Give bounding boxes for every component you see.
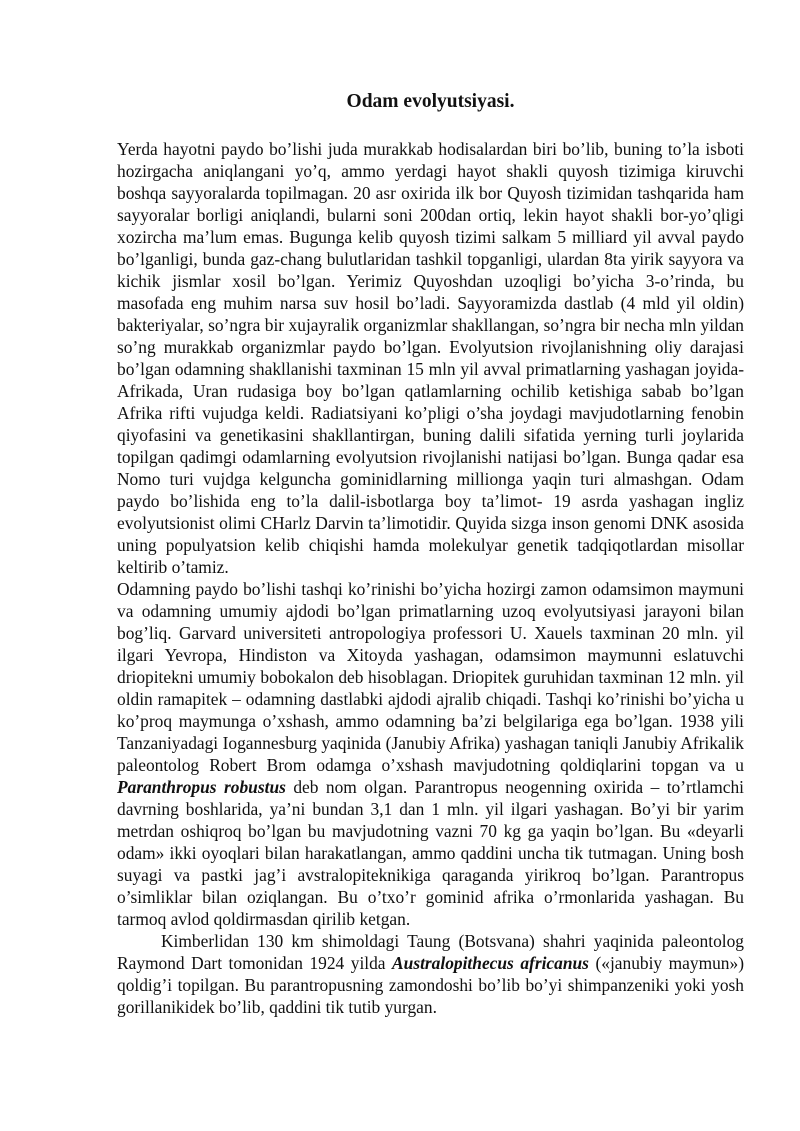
paragraph-1-text: Yerda hayotni paydo bo’lishi juda murakkab hodisalardan biri bo’lib, buning to’la isboti hozirgacha aniqlangani yo’q, ammo yerdagi hayot shakli quyosh tizimiga kiruvchi boshqa sayyoralarda topilmagan. 20 asr oxirida ilk bor Quyosh tizimidan tashqarida ham sayyoralar borligi aniqlandi, bularni soni 200dan ortiq, lekin hayot shakli bor-yo’qligi xozircha ma’lum emas. Bugunga kelib quyosh tizimi salkam 5 milliard yil avval paydo bo’lganligi, bunda gaz-chang bulutlaridan tashkil topganligi, ulardan 8ta yirik sayyora va kichik jismlar xosil bo’lgan. Yerimiz Quyoshdan uzoqligi bo’yicha 3-o’rinda, bu masofada eng muhim narsa suv hosil bo’ladi. Sayyoramizda dastlab (4 mld yil oldin) bakteriyalar, so’ngra bir xujayralik organizmlar shakllangan, so’ngra bir necha mln yildan so’ng murakkab organizmlar paydo bo’lgan. Evolyutsion rivojlanishning oliy darajasi bo’lgan odamning shakllanishi taxminan 15 mln yil avval primatlarning yashagan joyida- Afrikada, Uran rudasiga boy bo’lgan qatlamlarning ochilib ketishiga sabab bo’lgan Afrika rifti vujudga keldi. Radiatsiyani ko’pligi o’sha joydagi mavjudotlarning fenobin qiyofasini va genetikasini shakllantirgan, buning dalili sifatida yerning turli joylarida topilgan qadimgi odamlarning evolyutsion rivojlanishi natijasi bo’lgan. Bunga qadar esa Nomo turi vujdga kelguncha gominidlarning millionga yaqin turi almashgan. Odam paydo bo’lishida eng to’la dalil-isbotlarga boy ta’limot- 19 asrda yashagan ingliz evolyutsionist olimi CHarlz Darvin ta’limotidir. Quyida sizga inson genomi DNK asosida uning populyatsion kelib chiqishi hamda molekulyar genetik tadqiqotlardan misollar keltirib o’tamiz. — [117, 139, 744, 577]
paragraph-australopithecus — [117, 930, 744, 1018]
species-name-australopithecus: Australopithecus africanus — [392, 953, 589, 973]
document-title: Odam evolyutsiyasi. — [346, 91, 515, 112]
paragraph-odam-paydo-bolishi — [117, 578, 744, 930]
paragraph-3-text-a: Kimberlidan 130 km shimoldagi Taung (Botsvana) shahri yaqinida paleontolog Raymond Dart tomonidan 1924 yilda — [117, 931, 744, 973]
document-page — [117, 90, 744, 1018]
paragraph-3-text-b: («janubiy maymun») qoldig’i topilgan. Bu parantropusning zamondoshi bo’lib bo’yi shimpanzeniki yoki yosh gorillanikidek bo’lib, qaddini tik tutib yurgan. — [117, 953, 744, 1017]
paragraph-2-text-b: deb nom olgan. Parantropus neogenning oxirida – to’rtlamchi davrning boshlarida, ya’ni bundan 3,1 dan 1 mln. yil ilgari yashagan. Bo’yi bir yarim metrdan oshiqroq bo’lgan bu mavjudotning vazni 70 kg ga yaqin bo’lgan. Bu «deyarli odam» ikki oyoqlari bilan harakatlangan, ammo qaddini uncha tik tutmagan. Uning bosh suyagi va pastki jag’i avstralopiteknikiga qaraganda yirikroq bo’lgan. Parantropus o’simliklar bilan oziqlangan. Bu o’txo’r gominid afrika o’rmonlarida yashagan. Bu tarmoq avlod qoldirmasdan qirilib ketgan. — [117, 777, 744, 929]
species-name-paranthropus: Paranthropus robustus — [117, 777, 286, 797]
paragraph-2-text-a: Odamning paydo bo’lishi tashqi ko’rinishi bo’yicha hozirgi zamon odamsimon maymuni va odamning umumiy ajdodi bo’lgan primatlarning uzoq evolyutsiyasi jarayoni bilan bog’liq. Garvard universiteti antropologiya professori U. Xauels taxminan 20 mln. yil ilgari Yevropa, Hindiston va Xitoyda yashagan, odamsimon maymunni eslatuvchi driopitekni umumiy bobokalon deb hisoblagan. Driopitek guruhidan taxminan 12 mln. yil oldin ramapitek – odamning dastlabki ajdodi ajralib chiqadi. Tashqi ko’rinishi bo’yicha u ko’proq maymunga o’xshash, ammo odamning ba’zi belgilariga ega bo’lgan. 1938 yili Tanzaniyadagi Iogannesburg yaqinida (Janubiy Afrika) yashagan taniqli Janubiy Afrikalik paleontolog Robert Brom odamga o’xshash mavjudotning qoldiqlarini topgan va u — [117, 579, 744, 775]
paragraph-hayot-paydo-bolishi — [117, 138, 744, 578]
